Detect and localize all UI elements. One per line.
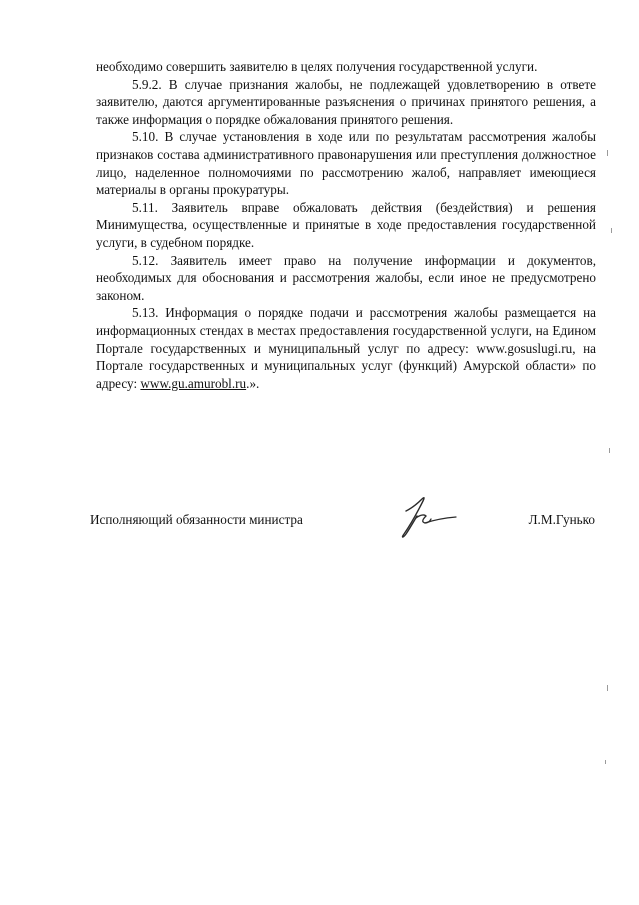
scan-speck [609,448,610,453]
paragraph-text-end: .». [246,375,260,391]
paragraph-5-11 [96,199,596,252]
signatory-name: Л.М.Гунько [528,512,595,527]
signature-block [90,508,595,544]
scan-speck [611,228,612,233]
portal-link[interactable]: www.gu.amurobl.ru [140,375,247,391]
paragraph-text: 5.9.2. В случае признания жалобы, не подлежащей удовлетворению в ответе заявителю, даются аргументированные разъяснения о причинах принятого решения, а также информация о порядке обжалования принятого решения. [96,76,596,127]
scan-speck [607,685,608,691]
paragraph-text: 5.11. Заявитель вправе обжаловать действия (бездействия) и решения Минимущества, осуществленные и принятые в ходе предоставления государственной услуги, в судебном порядке. [96,199,596,250]
signatory-title: Исполняющий обязанности министра [90,512,303,527]
paragraph-continuation [96,58,596,76]
paragraph-text: необходимо совершить заявителю в целях получения государственной услуги. [96,59,538,74]
paragraph-5-13 [96,304,596,392]
paragraph-text: 5.13. Информация о порядке подачи и рассмотрения жалобы размещается на информационных стендах в местах предоставления государственной услуги, на Едином Портале государственных и муниципальный услуг по адресу: www.gosuslugi.ru, на Портале государственных и муниципальных услуг (функций) Амурской области» по адресу: [96,305,596,391]
document-body [96,58,596,392]
scan-speck [605,760,606,764]
paragraph-5-12 [96,252,596,305]
paragraph-5-9-2 [96,76,596,129]
paragraph-text: 5.10. В случае установления в ходе или по результатам рассмотрения жалобы признаков состава административного правонарушения или преступления должностное лицо, наделенное полномочиями по рассмотрению жалоб, направляет имеющиеся материалы в органы прокуратуры. [96,129,596,198]
scan-speck [607,150,608,156]
paragraph-5-10 [96,128,596,198]
handwritten-signature [392,494,460,544]
paragraph-text: 5.12. Заявитель имеет право на получение информации и документов, необходимых для обоснования и рассмотрения жалобы, если иное не предусмотрено законом. [96,252,596,303]
